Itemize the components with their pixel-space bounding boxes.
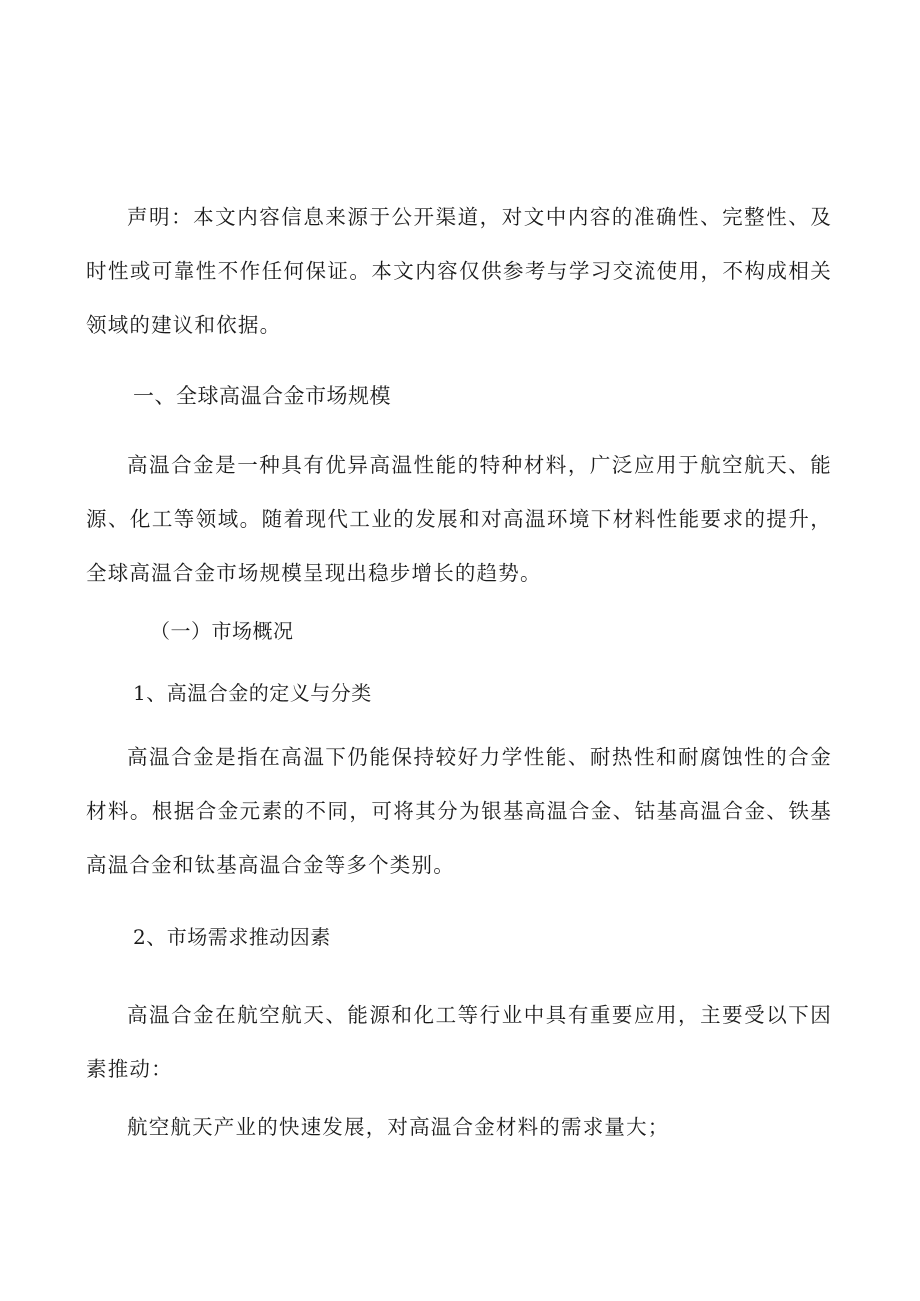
- subsection-title: （一）市场概况: [150, 619, 294, 643]
- item-title-demand: 2、市场需求推动因素: [133, 925, 331, 949]
- item-title-definition: 1、高温合金的定义与分类: [133, 681, 372, 705]
- section-title: 一、全球高温合金市场规模: [133, 384, 391, 408]
- intro-paragraph: 高温合金是一种具有优异高温性能的特种材料，广泛应用于航空航天、能源、化工等领域。随着现代工业的发展和对高温环境下材料性能要求的提升，全球高温合金市场规模呈现出稳步增长的趋势。: [86, 453, 832, 585]
- definition-paragraph: 高温合金是指在高温下仍能保持较好力学性能、耐热性和耐腐蚀性的合金材料。根据合金元素的不同，可将其分为银基高温合金、钴基高温合金、铁基高温合金和钛基高温合金等多个类别。: [86, 745, 832, 877]
- demand-point-1: 航空航天产业的快速发展，对高温合金材料的需求量大；: [127, 1115, 670, 1139]
- demand-paragraph: 高温合金在航空航天、能源和化工等行业中具有重要应用，主要受以下因素推动：: [86, 1003, 832, 1081]
- disclaimer-paragraph: 声明：本文内容信息来源于公开渠道，对文中内容的准确性、完整性、及时性或可靠性不作任何保证。本文内容仅供参考与学习交流使用，不构成相关领域的建议和依据。: [86, 205, 832, 337]
